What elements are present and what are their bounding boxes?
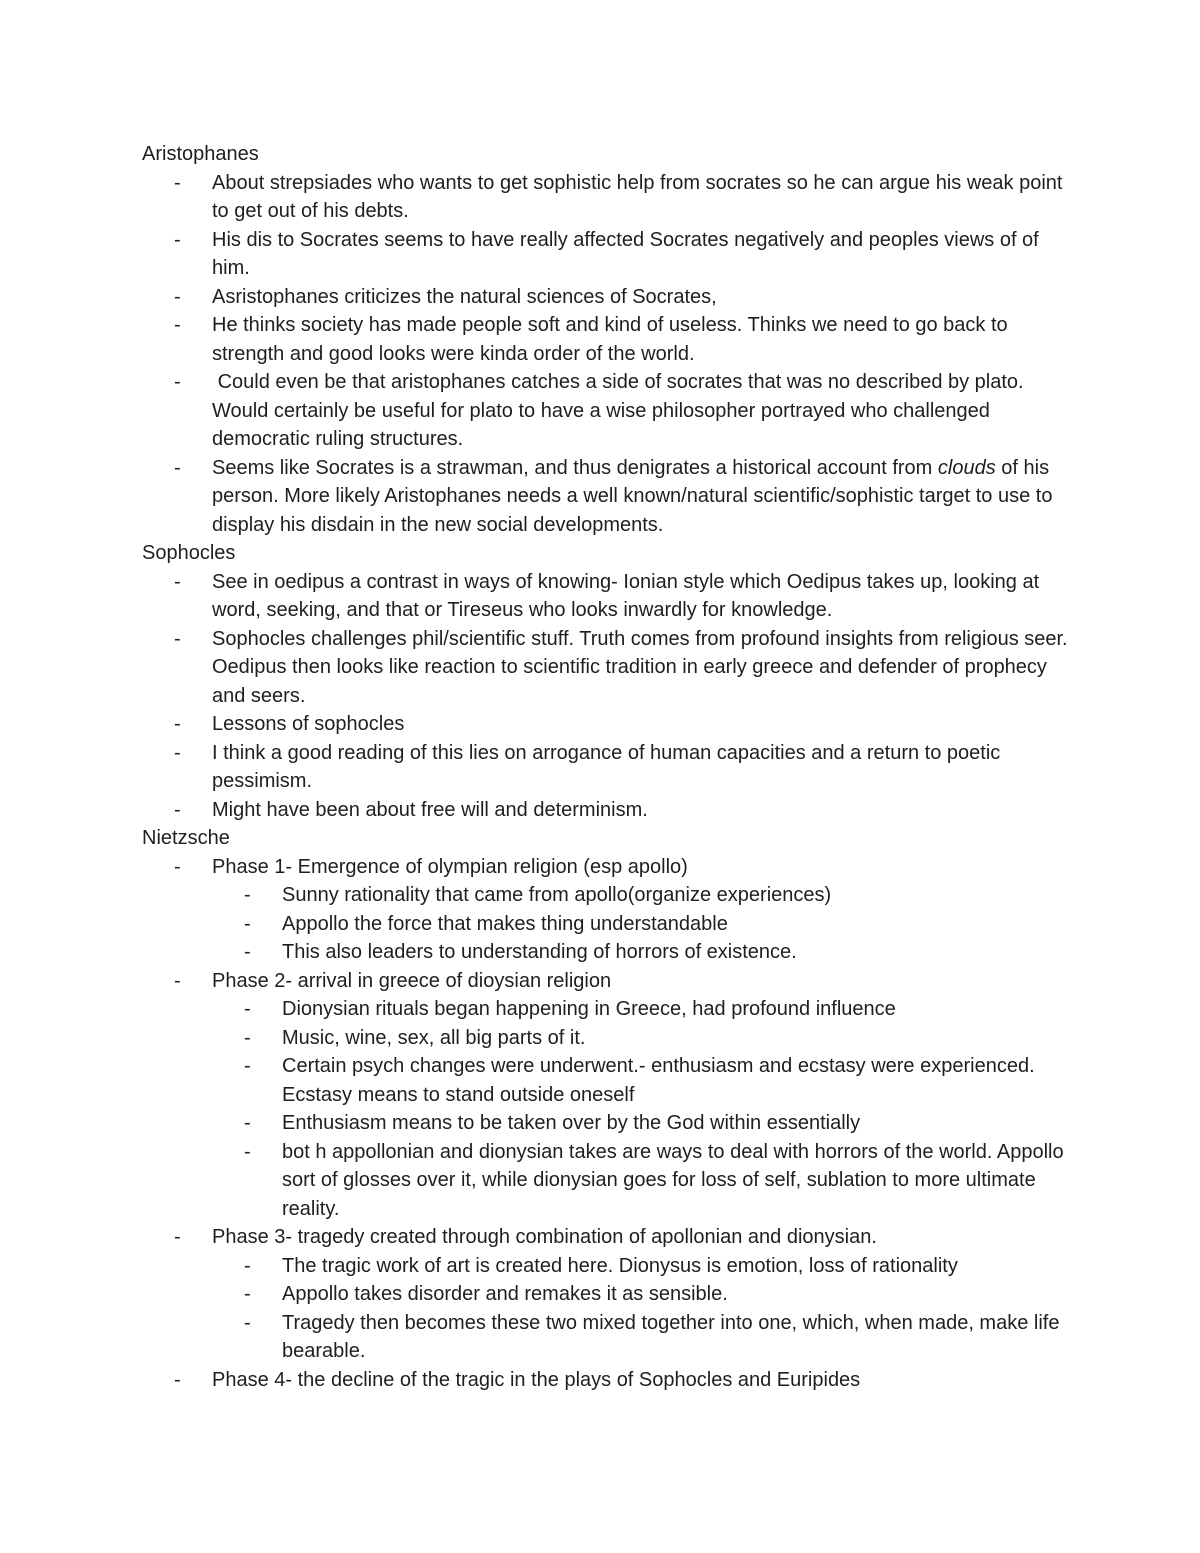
- list-item: - About strepsiades who wants to get sophistic help from socrates so he can argue his weak point to get out of his debts.: [142, 169, 1082, 226]
- list-item: - Might have been about free will and determinism.: [142, 796, 1082, 825]
- list-item: - Asristophanes criticizes the natural sciences of Socrates,: [142, 283, 1082, 312]
- document-page: [142, 140, 1082, 1394]
- bullet-dash: -: [174, 1368, 181, 1391]
- bullet-dash: -: [244, 884, 251, 906]
- phase-item: - Phase 3- tragedy created through combination of apollonian and dionysian. - The tragic work of art is created here. Dionysus is emotion, loss of rationality - Appollo takes disorder and remakes it as sensible. - Tragedy then becomes these two mixed together into one, which, when made, make life bearable.: [142, 1223, 1082, 1366]
- bullet-dash: -: [174, 969, 181, 992]
- phase-item: - Phase 1- Emergence of olympian religion (esp apollo) - Sunny rationality that came from apollo(organize experiences) - Appollo the force that makes thing understandable - This also leaders to understanding of horrors of existence.: [142, 853, 1082, 967]
- bullet-dash: -: [244, 1026, 251, 1049]
- bullet-dash: -: [244, 912, 251, 935]
- section-heading-aristophanes: Aristophanes: [142, 143, 259, 165]
- sub-list-item: - Certain psych changes were underwent.- enthusiasm and ecstasy were experienced. Ecstasy means to stand outside oneself: [212, 1052, 1082, 1109]
- bullet-dash: -: [244, 1055, 251, 1077]
- sub-list-item: - bot h appollonian and dionysian takes are ways to deal with horrors of the world. Appollo sort of glosses over it, while dionysian goes for loss of self, sublation to more ultimate reality.: [212, 1138, 1082, 1224]
- bullet-dash: -: [174, 627, 181, 650]
- sophocles-list: [142, 568, 1082, 825]
- sub-list-item: - Appollo takes disorder and remakes it as sensible.: [212, 1280, 1082, 1309]
- section-heading-sophocles: Sophocles: [142, 542, 236, 564]
- bullet-dash: -: [174, 855, 181, 878]
- bullet-dash: -: [174, 371, 181, 393]
- sub-list-item: - The tragic work of art is created here. Dionysus is emotion, loss of rationality: [212, 1252, 1082, 1281]
- bullet-dash: -: [244, 1311, 251, 1334]
- sub-list-item: - This also leaders to understanding of horrors of existence.: [212, 938, 1082, 967]
- sub-list-item: - Dionysian rituals began happening in Greece, had profound influence: [212, 995, 1082, 1024]
- bullet-dash: -: [244, 1254, 251, 1277]
- bullet-dash: -: [174, 713, 181, 735]
- bullet-dash: -: [174, 285, 181, 308]
- phase-item: - Phase 4- the decline of the tragic in the plays of Sophocles and Euripides: [142, 1366, 1082, 1395]
- bullet-dash: -: [174, 1226, 181, 1248]
- sub-list-item: - Enthusiasm means to be taken over by the God within essentially: [212, 1109, 1082, 1138]
- bullet-dash: -: [244, 1112, 251, 1134]
- nietzsche-list: [142, 853, 1082, 1395]
- list-item: - He thinks society has made people soft and kind of useless. Thinks we need to go back to strength and good looks were kinda order of the world.: [142, 311, 1082, 368]
- list-item: - His dis to Socrates seems to have really affected Socrates negatively and peoples views of of him.: [142, 226, 1082, 283]
- list-item: - Sophocles challenges phil/scientific stuff. Truth comes from profound insights from religious seer. Oedipus then looks like reaction to scientific tradition in early greece and defender of prophecy and seers.: [142, 625, 1082, 711]
- bullet-dash: -: [174, 741, 181, 764]
- italic-title-clouds: clouds: [937, 456, 996, 479]
- bullet-dash: -: [244, 1283, 251, 1305]
- list-item: - Lessons of sophocles: [142, 710, 1082, 739]
- list-item: - Could even be that aristophanes catches a side of socrates that was no described by plato. Would certainly be useful for plato to have a wise philosopher portrayed who challenged democratic ruling structures.: [142, 368, 1082, 454]
- sub-list-item: - Sunny rationality that came from apollo(organize experiences): [212, 881, 1082, 910]
- bullet-dash: -: [174, 171, 181, 194]
- phase-item: - Phase 2- arrival in greece of dioysian religion - Dionysian rituals began happening in Greece, had profound influence - Music, wine, sex, all big parts of it. - Certain psych changes were underwent.- enthusiasm and ecstasy were experienced. Ecstasy means to stand outside oneself - Enthusiasm means to be taken over by the God within essentially - bot h appollonian and dionysian takes are ways to deal with horrors of the world. Appollo sort of glosses over it, while dionysian goes for loss of self, sublation to more ultimate reality.: [142, 967, 1082, 1224]
- sub-list-item: - Music, wine, sex, all big parts of it.: [212, 1024, 1082, 1053]
- bullet-dash: -: [174, 570, 181, 593]
- bullet-dash: -: [244, 1140, 251, 1163]
- phase-sublist: [212, 995, 1082, 1223]
- bullet-dash: -: [174, 228, 181, 251]
- list-item: - See in oedipus a contrast in ways of knowing- Ionian style which Oedipus takes up, looking at word, seeking, and that or Tireseus who looks inwardly for knowledge.: [142, 568, 1082, 625]
- bullet-dash: -: [174, 314, 181, 336]
- section-heading-nietzsche: Nietzsche: [142, 827, 230, 849]
- phase-sublist: [212, 1252, 1082, 1366]
- sub-list-item: - Tragedy then becomes these two mixed together into one, which, when made, make life bearable.: [212, 1309, 1082, 1366]
- aristophanes-list: [142, 169, 1082, 540]
- bullet-dash: -: [174, 456, 181, 479]
- phase-sublist: [212, 881, 1082, 967]
- bullet-dash: -: [244, 941, 251, 963]
- sub-list-item: - Appollo the force that makes thing understandable: [212, 910, 1082, 939]
- list-item: - Seems like Socrates is a strawman, and thus denigrates a historical account from clouds of his person. More likely Aristophanes needs a well known/natural scientific/sophistic target to use to display his disdain in the new social developments.: [142, 454, 1082, 540]
- bullet-dash: -: [244, 998, 251, 1020]
- list-item: - I think a good reading of this lies on arrogance of human capacities and a return to poetic pessimism.: [142, 739, 1082, 796]
- bullet-dash: -: [174, 798, 181, 821]
